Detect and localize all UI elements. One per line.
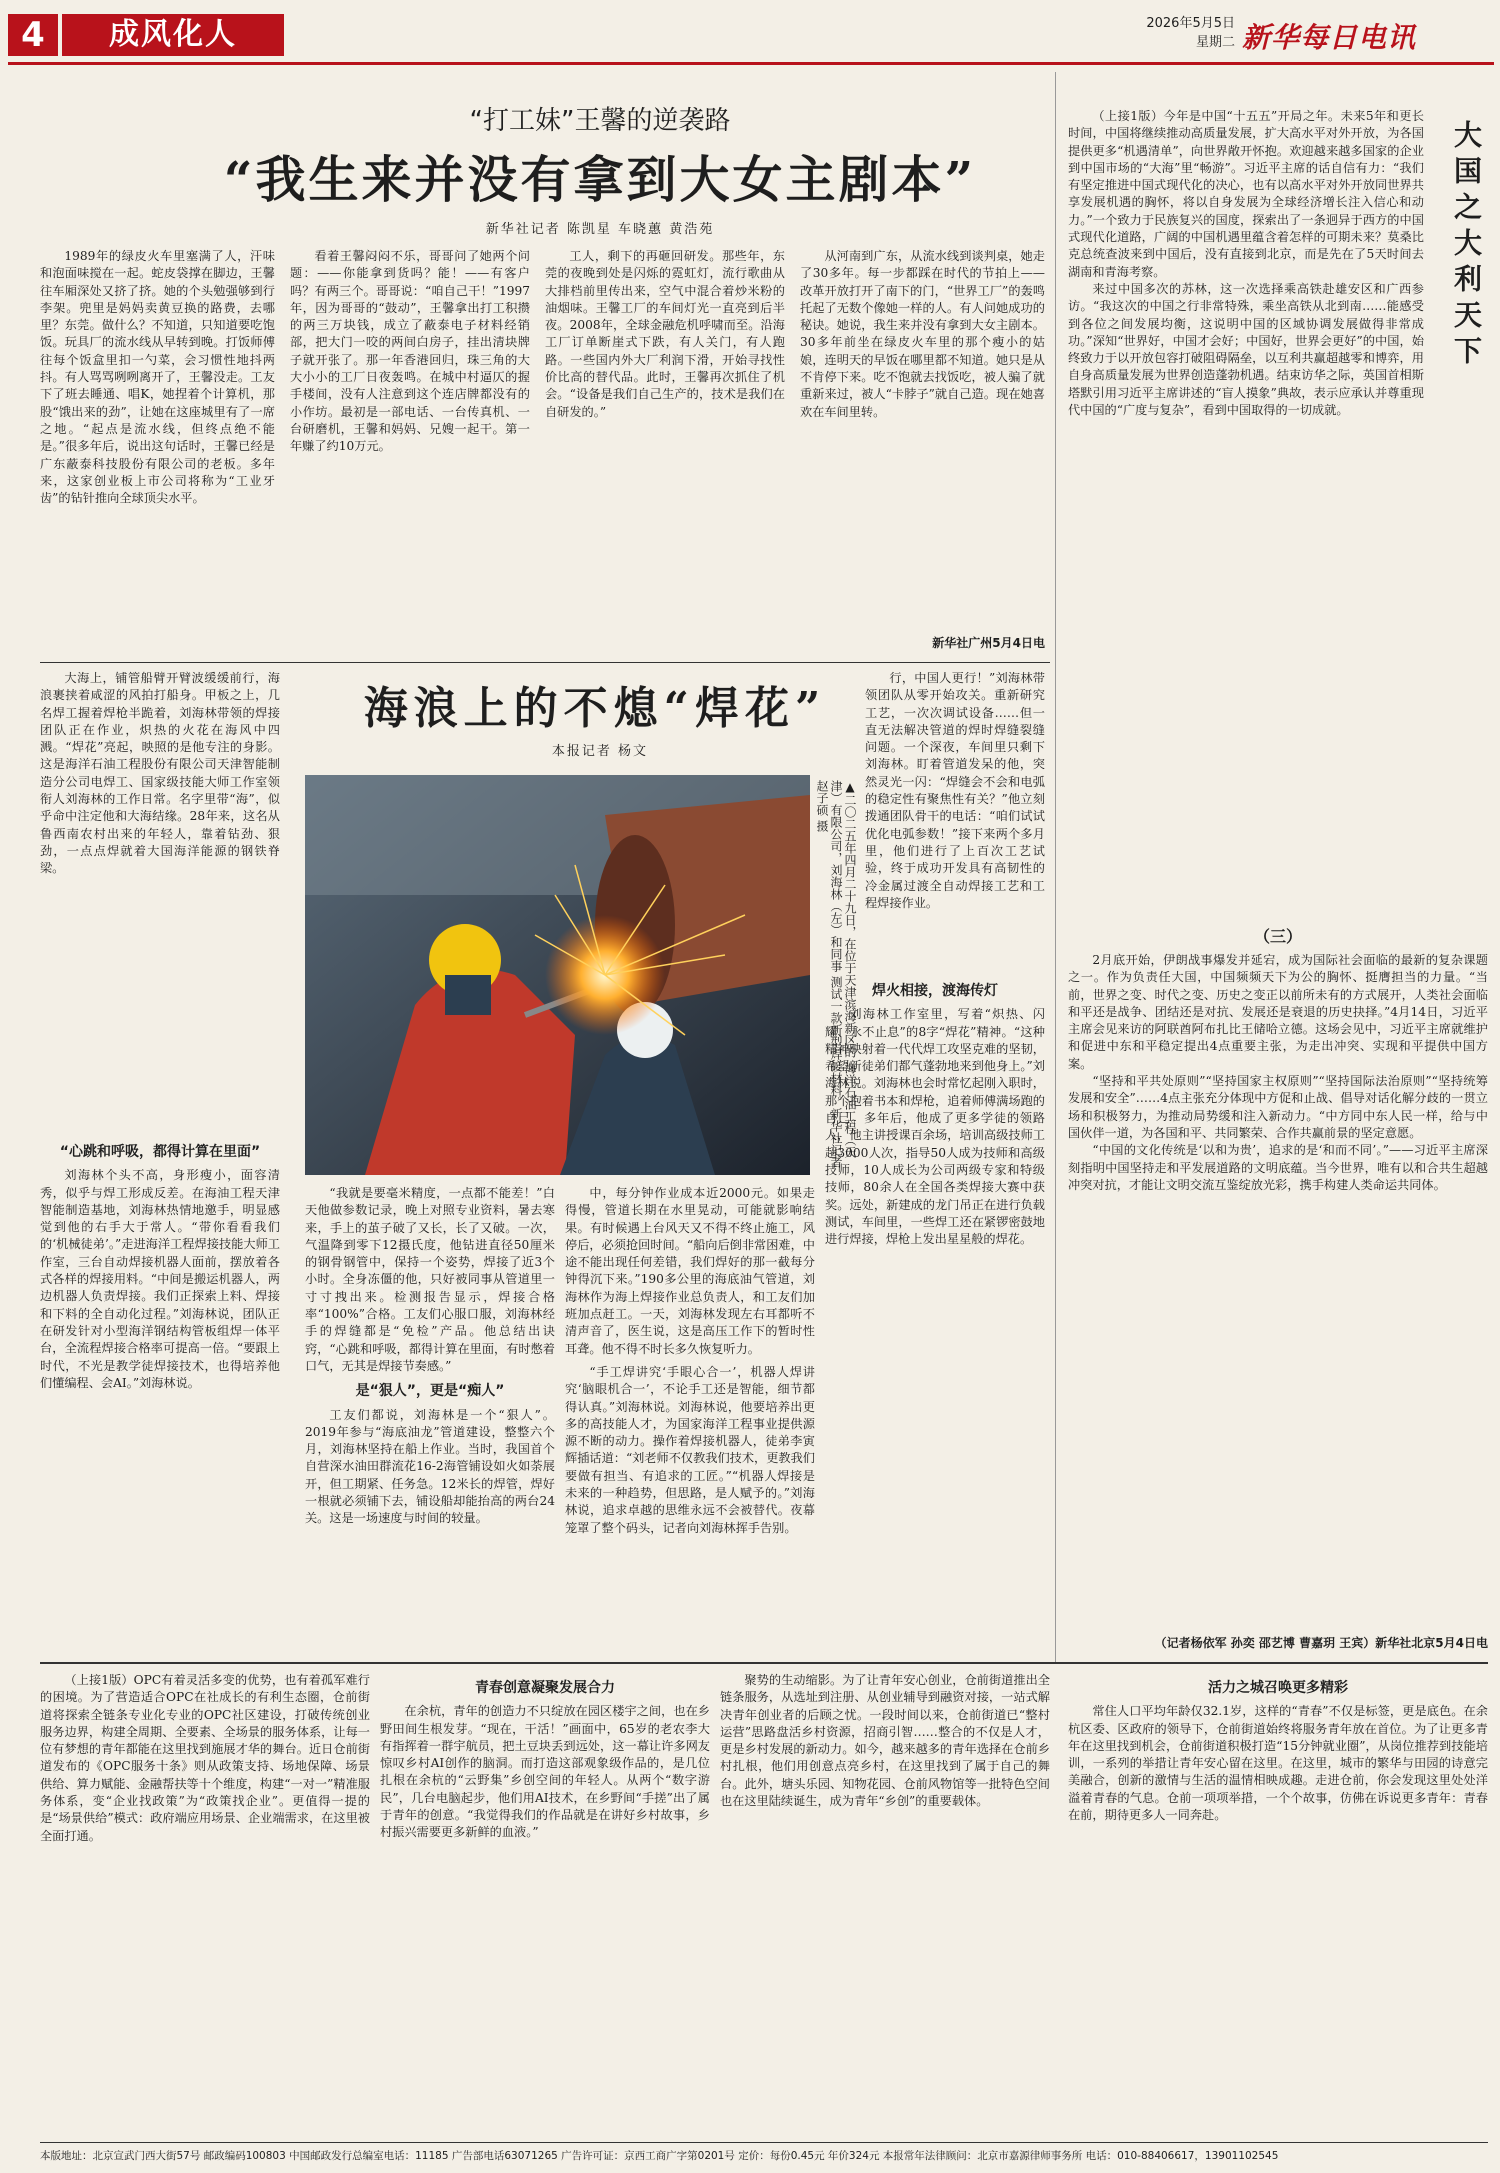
- article-2-column-2: “我就是要毫米精度，一点都不能差！”白天他做参数记录，晚上对照专业资料，暑去寒来，手上的茧子破了又长，长了又破。一次，气温降到零下12摄氏度，他钻进直径50厘米的钢骨钢管中，保持一个姿势，焊接了近3个小时。全身冻僵的他，只好被同事从管道里一寸寸拽出来。检测报告显示，焊接合格率“100%”合格。工友们心服口服，刘海林经手的焊缝都是“免检”产品。他总结出诀窍，“心跳和呼吸，都得计算在里面，有时憋着口气，无其是焊接节奏感。” 是“狠人”，更是“痴人” 工友们都说，刘海林是一个“狠人”。2019年参与“海底油龙”管道建设，整整六个月，刘海林坚持在船上作业。当时，我国首个自营深水油田群流花16-2海管铺设如火如荼展开，但工期紧、任务急。12米长的焊管，焊好一根就必须铺下去，铺设船却能抬高的两台24关。这是一场速度与时间的较量。: [305, 1186, 555, 1526]
- article-1-bottom-rule: [40, 662, 1050, 663]
- photo-caption-line: 测试一款新型焊接材料。新华社记者 赵子硕 摄: [815, 780, 843, 1168]
- article-2-column-1: 大海上，铺管船臂开臂波缓缓前行，海浪裹挟着咸涩的风拍打船身。甲板之上，几名焊工握着焊枪半跪着，刘海林带领的焊接团队正在作业，炽热的火花在海风中四溅。“焊花”亮起，映照的是他专注的身影。这是海洋石油工程股份有限公司天津智能制造分公司电焊工、国家级技能大师工作室领衔人刘海林的工作日常。名字里带“海”，似乎命中注定他和大海结缘。28年来，这名从鲁西南农村出来的年轻人，靠着钻劲、狠劲，一点点焊就着大国海洋能源的钢铁脊梁。: [40, 671, 280, 876]
- welding-photo-illustration: [305, 775, 810, 1175]
- article-2-subhead-3: 焊火相接，渡海传灯: [872, 983, 998, 999]
- article-1-byline: 新华社记者 陈凯星 车晓蕙 黄浩苑: [485, 222, 715, 237]
- welding-photo: [305, 775, 810, 1175]
- bottom-subhead-2: 活力之城召唤更多精彩: [1208, 1680, 1348, 1696]
- article-1-headline: “我生来并没有拿到大女主剧本”: [223, 150, 977, 209]
- bottom-section-rule: [40, 1662, 1488, 1664]
- page-number-badge: [8, 14, 58, 56]
- article-3-column-1: （上接1版）今年是中国“十五五”开局之年。未来5年和更长时间，中国将继续推动高质量发展，扩大高水平对外开放，为各国提供更多“机遇清单”，向世界敞开怀抱。欢迎越来越多国家的企业到中国市场的“大海”里“畅游”。习近平主席的话自信有力：“我们有坚定推进中国式现代化的决心，也有以高水平对外开放同世界共享发展机遇的胸怀，将以自身发展为全球经济增长注入信心和动力。”一个致力于民族复兴的国度，探索出了一条迥异于西方的中国式现代化道路，广阔的中国机遇里蕴含着怎样的可期未来？莫桑比克总统查波来到中国后，没有直接到北京，而是先在了5天时间去湖南和青海考察。 来过中国多次的苏林，这一次选择乘高铁赴雄安区和广西参访。“我这次的中国之行非常特殊，乘坐高铁从北到南……能感受到各位之间发展均衡，这说明中国的区域协调发展做得非常成功。”深知“世界好，中国才会好；中国好，世界会更好”的中国，始终致力于以开放包容打破阻碍隔垒，以互利共赢超越零和博弈，用自身高质量发展为世界创造蓬勃机遇。结束访华之际，英国首相斯塔默引用习近平主席讲述的“盲人摸象”典故，表示应承认并尊重现代中国的“广度与复杂”，看到中国取得的一切成就。: [1068, 109, 1424, 418]
- article-2-column-4-top: 行，中国人更行！”刘海林带领团队从零开始攻关。重新研究工艺，一次次调试设备……但一直无法解决管道的焊时焊缝裂缝问题。一个深夜，车间里只剩下刘海林。盯着管道发呆的他，突然灵光一闪：“焊缝会不会和电弧的稳定性有聚焦性有关？”他立刻拨通团队骨干的电话：“咱们试试优化电弧参数！”接下来两个多月里，他们进行了上百次工艺试验，终于成功开发具有高韧性的冷金属过渡全自动焊接工艺和工程焊接作业。: [865, 671, 1045, 910]
- bottom-column-3: 聚势的生动缩影。为了让青年安心创业，仓前街道推出全链条服务，从选址到注册、从创业辅导到融资对接，一站式解决青年创业者的后顾之忧。一段时间以来，仓前街道已“整村运营”思路盘活乡村资源，招商引智……整合的不仅是人才，更是乡村发展的新动力。如今，越来越多的青年选择在仓前乡村扎根，他们用创意点亮乡村，在这里找到了属于自己的舞台。此外，塘头乐园、知物花园、仓前风物馆等一批特色空间也在这里陆续诞生，成为青年“乡创”的重要载体。: [720, 1673, 1050, 1809]
- bottom-column-4: 活力之城召唤更多精彩 常住人口平均年龄仅32.1岁，这样的“青春”不仅是标签，更是底色。在余杭区委、区政府的领导下，仓前街道始终将服务青年放在首位。为了让更多青年在这里找到机会，仓前街道积极打造“15分钟就业圈”，从岗位推荐到技能培训，一系列的举措让青年安心留在这里。在这里，城市的繁华与田园的诗意完美融合，创新的激情与生活的温情相映成趣。走进仓前，你会发现这里处处洋溢着青春的气息。仓前一项项举措，一个个故事，仿佛在诉说更多青年：青春在前，期待更多人一同奔赴。: [1068, 1680, 1488, 1823]
- issue-date: 2026年5月5日: [1146, 16, 1235, 31]
- article-2-column-1-lower: “心跳和呼吸，都得计算在里面” 刘海林个头不高，身形瘦小，面容清秀，似乎与焊工形成反差。在海油工程天津智能制造基地，刘海林热情地邀手，明显感觉到他的右手大于常人。“带你看看我们的‘机械徒弟’。”走进海洋工程焊接技能大师工作室，三台自动焊接机器人面前，摆放着各式各样的焊接用料。“中间是搬运机器人，两边机器人负责焊接。我们正探索上料、焊接和下料的全自动化过程。”刘海林说，团队正在研发针对小型海洋钢结构管板组焊一体平台，全流程焊接合格率可提高一倍。“要跟上时代，不光是教学徒焊接技术，也得培养他们懂编程、会AI。”刘海林说。: [40, 1144, 280, 1390]
- article-2-column-4: 焊火相接，渡海传灯 刘海林工作室里，写着“炽热、闪耀、永不止息”的8字“焊花”精神。“这种精神映射着一代代焊工攻坚克难的坚韧，希望新徒弟们都气蓬勃地来到他身上。”刘海林说。刘海林也会时常忆起刚入职时，那个抱着书本和焊枪，追着师傅满场跑的自己。多年后，他成了更多学徒的领路人，他主讲授课百余场，培训高级技师工超3000人次，指导50人成为技师和高级技师，10人成长为公司两级专家和特级技师，80余人在全国各类焊接大赛中获奖。远处，新建成的龙门吊正在进行负载测试，车间里，一些焊工还在紧锣密鼓地进行焊接，焊枪上发出星星般的焊花。: [825, 983, 1045, 1247]
- photo-caption-line: 海洋石油工程（天津）有限公司，刘海林（左）和同事: [829, 780, 857, 1158]
- article-3-section-mark: （三）: [1253, 927, 1302, 946]
- page-number: 4: [21, 15, 45, 55]
- article-2-column-3: 中，每分钟作业成本近2000元。如果走得慢，管道长期在水里晃动，可能就影响结果。有时候遇上台风天又不得不终止施工，风停后，必须抢回时间。“船向后倒非常困难，中途不能出现任何差错，我们焊好的那一截每分钟得沉下来。”190多公里的海底油气管道，刘海林作为海上焊接作业总负责人，和工友们加班加点赶工。一天，刘海林发现左右耳都听不清声音了，医生说，这是高压工作下的暂时性耳聋。他不得不时长多久恢复听力。 “手工焊讲究‘手眼心合一’，机器人焊讲究‘脑眼机合一’，不论手工还是智能，细节都得认真。”刘海林说。刘海林说，他要培养出更多的高技能人才，为国家海洋工程事业提供源源不断的动力。操作着焊接机器人，徒弟李寅辉插话道：“刘老师不仅教我们技术，更教我们要做有担当、有追求的工匠。”“机器人焊接是未来的一种趋势，但思路，是人赋予的。”刘海林说，追求卓越的思维永远不会被替代。夜幕笼罩了整个码头，记者向刘海林挥手告别。: [565, 1186, 815, 1535]
- article-3-title: 大国之大利天下: [1450, 120, 1483, 372]
- footer-rule: [40, 2142, 1488, 2143]
- article-1-column-1: 1989年的绿皮火车里塞满了人，汗味和泡面味搅在一起。蛇皮袋撑在脚边，王馨往车厢深处又挤了挤。她的个头勉强够到行李架。兜里是妈妈卖黄豆换的路费，去哪里？东莞。做什么？不知道，只知道要吃饱饭。玩具厂的流水线从早转到晚。打饭师傅往每个饭盒里扣一勺菜，会习惯性地抖两抖。有人骂骂咧咧离开了，王馨没走。工友下了班去睡通、唱K，她捏着个计算机，那股“饿出来的劲”，让她在这座城里有了一席之地。“起点是流水线，但终点绝不能是。”很多年后，说出这句话时，王馨已经是广东蔽泰科技股份有限公司的老板。多年来，这家创业板上市公司将称为“工业牙齿”的钻针推向全球顶尖水平。: [40, 249, 275, 506]
- article-3-column-2: 2月底开始，伊朗战事爆发并延宕，成为国际社会面临的最新的复杂课题之一。作为负责任大国，中国频频天下为公的胸怀、挺膺担当的力量。“当前，世界之变、时代之变、历史之变正以前所未有的方式展开，人类社会面临和平还是战争、团结还是对抗、发展还是衰退的历史抉择。”4月14日，习近平主席会见来访的阿联酋阿布扎比王储哈立德。这场会见中，习近平主席就维护和促进中东和平稳定提出4点重要主张，为走出冲突、实现和平提供中国方案。 “坚持和平共处原则”“坚持国家主权原则”“坚持国际法治原则”“坚持统筹发展和安全”……4点主张充分体现中方促和止战、倡导对话化解分歧的一贯立场和积极努力，为推动局势缓和注入新动力。“中方同中东人民一样，给与中国伙伴一道，为各国和平、共同繁荣、合作共赢前景的坚定意愿。 “中国的文化传统是‘以和为贵’，追求的是‘和而不同’。”——习近平主席深刻指明中国坚持走和平发展道路的文明底蕴。当今世界，唯有以和合共生超越冲突对抗，才能让文明交流互鉴绽放光彩，携手构建人类命运共同体。: [1068, 953, 1488, 1192]
- bottom-column-2: 青春创意凝聚发展合力 在余杭，青年的创造力不只绽放在园区楼宇之间，也在乡野田间生根发芽。“现在，干活！”画面中，65岁的老农李大有指挥着一群宇航员，把土豆块丢到远处，这一幕让许多网友惊叹乡村AI创作的脑洞。而打造这部观象级作品的，是几位扎根在余杭的“云野集”乡创空间的年轻人。从两个“数字游民”，几台电脑起步，他们用AI技术，在乡野间“手搓”出了属于青年的创意。“我觉得我们的作品就是在讲好乡村故事，乡村振兴需要更多新鲜的血液。”: [380, 1680, 710, 1840]
- article-1-kicker: “打工妹”王馨的逆袭路: [469, 106, 731, 136]
- section-title: 成风化人: [62, 14, 284, 56]
- issue-weekday: 星期二: [1195, 35, 1235, 50]
- article-1-dateline: 新华社广州5月4日电: [932, 636, 1045, 650]
- article-2-subhead-1: “心跳和呼吸，都得计算在里面”: [59, 1144, 261, 1160]
- bottom-column-1: （上接1版）OPC有着灵活多变的优势，也有着孤军难行的困境。为了营造适合OPC在社成长的有利生态圈，仓前街道将探索全链条专业化专业的OPC社区建设，打破传统创业服务边界，构建全周期、全要素、全场景的服务体系，让每一位有梦想的青年都能在这里找到施展才华的舞台。近日仓前街道发布的《OPC服务十条》则从政策支持、场地保障、场景供给、算力赋能、金融帮扶等十个维度，构建“一对一”精准服务体系，变“企业找政策”为“政策找企业”。更值得一提的是“场景供给”模式：政府端应用场景、企业端需求，在这里被全面打通。: [40, 1673, 370, 1843]
- footer-text: 本版地址：北京宣武门西大街57号 邮政编码100803 中国邮政发行总编室电话：11185 广告部电话63071265 广告许可证：京西工商广字第0201号 定价：每份0.45元 年价324元 本报常年法律顾问：北京市嘉源律师事务所 电话：010-88406617，13901102545: [40, 2150, 1279, 2162]
- article-2-byline: 本报记者 杨文: [551, 744, 649, 759]
- bottom-subhead-1: 青春创意凝聚发展合力: [475, 1680, 615, 1696]
- article-1-column-3: 工人，剩下的再砸回研发。那些年，东莞的夜晚到处是闪烁的霓虹灯，流行歌曲从大排档前里传出来，空气中混合着炒米粉的油烟味。王馨工厂的车间灯光一直亮到后半夜。2008年，全球金融危机呼啸而至。沿海工厂订单断崖式下跌，有人关门，有人跑路。一些国内外大厂利润下滑，开始寻找性价比高的替代品。此时，王馨再次抓住了机会。“设备是我们自己生产的，技术是我们在自研发的。”: [545, 249, 785, 419]
- article-3-dateline: （记者杨依军 孙奕 邵艺博 曹嘉玥 王宾）新华社北京5月4日电: [1154, 1636, 1488, 1650]
- paper-name-logo: 新华每日电讯: [1242, 21, 1417, 54]
- page-header: [0, 0, 1500, 62]
- header-rule: [8, 62, 1494, 65]
- photo-caption-line: ▲二〇二五年四月二十九日，在位于天津滨海新区的: [843, 780, 857, 1058]
- article-2-subhead-2: 是“狠人”，更是“痴人”: [355, 1383, 505, 1400]
- article-1-column-4: 从河南到广东，从流水线到谈判桌，她走了30多年。每一步都踩在时代的节拍上——改革开放打开了南下的门，“世界工厂”的轰鸣托起了无数个像她一样的人。有人问她成功的秘诀。她说，我生来并没有拿到大女主剧本。30多年前坐在绿皮火车里的那个瘦小的姑娘，连明天的早饭在哪里都不知道。她只是从不肯停下来。吃不饱就去找饭吃，被人骗了就重新来过，被人“卡脖子”就自己造。现在她喜欢在车间里转。: [800, 249, 1045, 419]
- article-2-subhead-1-spacer-text: [40, 866, 280, 1141]
- column-divider: [1055, 72, 1056, 1662]
- article-2-headline: 海浪上的不熄“焊花”: [363, 683, 827, 734]
- article-1-column-2: 看着王馨闷闷不乐，哥哥问了她两个问题：——你能拿到货吗？能！——有客户吗？有两三个。哥哥说：“咱自己干！”1997年，因为哥哥的“鼓动”，王馨拿出打工积攒的两三万块钱，成立了蔽泰电子材料经销部，把大门一咬的两间白房子，挂出清块牌子就开张了。那一年香港回归，珠三角的大大小小的工厂日夜轰鸣。在城中村逼仄的握手楼间，没有人注意到这个连店牌都没有的小作坊。最初是一部电话、一台传真机、一台研磨机，王馨和妈妈、兄嫂一起干。第一年赚了约10万元。: [290, 249, 530, 454]
